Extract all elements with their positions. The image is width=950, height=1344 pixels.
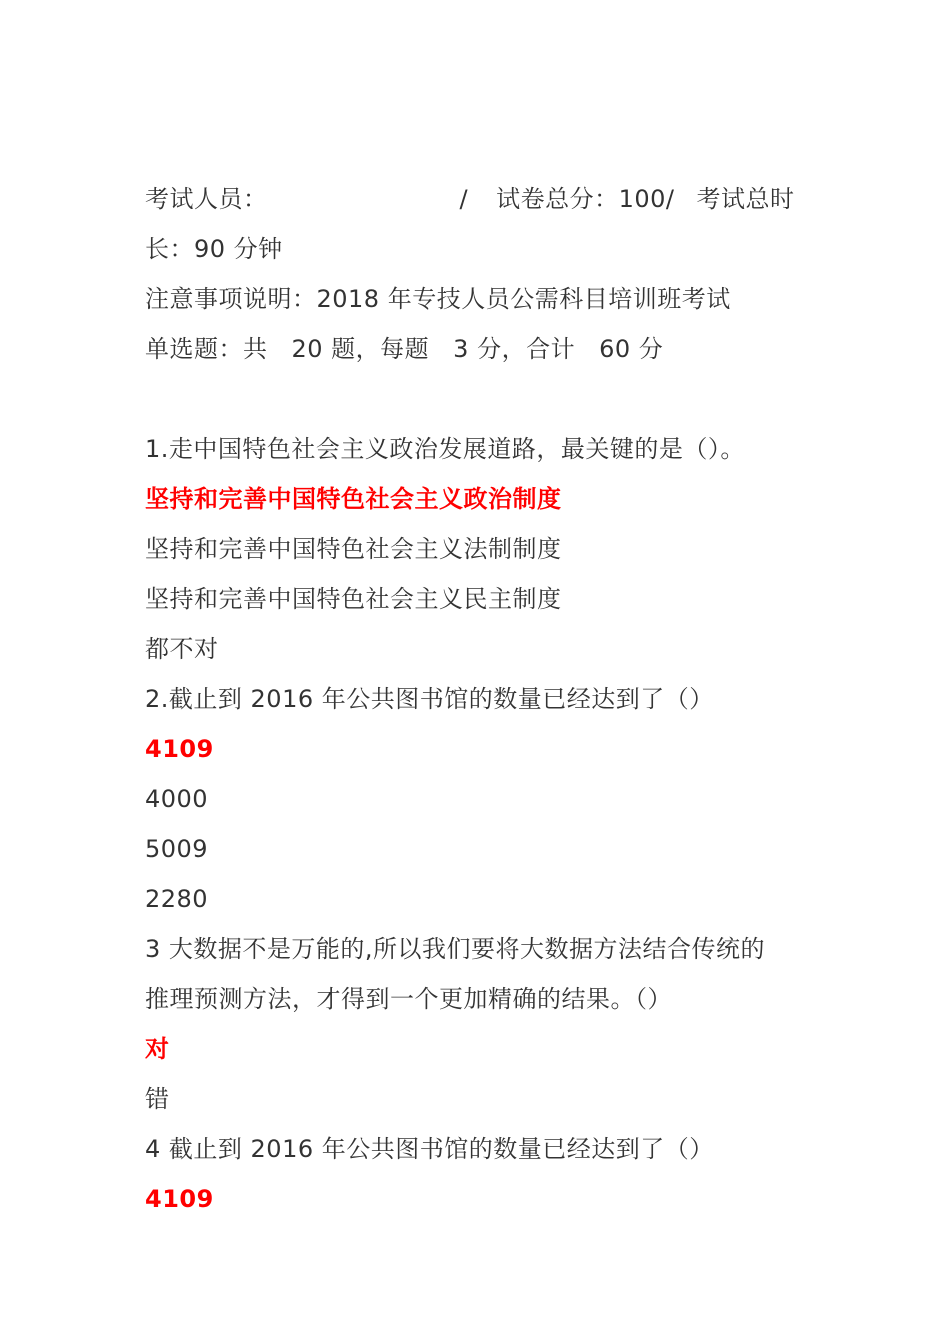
question-3-stem: 3 大数据不是万能的,所以我们要将大数据方法结合传统的 [145, 935, 766, 963]
question-3-option-correct: 对 [145, 1035, 170, 1063]
question-3-option: 错 [145, 1085, 170, 1113]
question-1-option-correct: 坚持和完善中国特色社会主义政治制度 [145, 485, 562, 513]
duration-value: 长：90 分钟 [145, 235, 283, 263]
spacer [145, 374, 825, 424]
question-1-option: 坚持和完善中国特色社会主义法制制度 [145, 535, 562, 563]
question-4-option-correct: 4109 [145, 1185, 214, 1213]
exam-notes: 注意事项说明：2018 年专技人员公需科目培训班考试 [145, 285, 731, 313]
header-slash: / [459, 185, 469, 213]
question-1-option: 都不对 [145, 635, 219, 663]
question-3-stem-continued: 推理预测方法，才得到一个更加精确的结果。（） [145, 985, 672, 1013]
examinee-label: 考试人员： [145, 185, 268, 213]
question-2-option-correct: 4109 [145, 735, 214, 763]
section-summary: 单选题：共 20 题，每题 3 分，合计 60 分 [145, 335, 664, 363]
question-2-option: 5009 [145, 835, 209, 863]
question-1-stem: 1.走中国特色社会主义政治发展道路，最关键的是（）。 [145, 435, 745, 463]
examinee-name-blank [268, 174, 460, 224]
question-1-option: 坚持和完善中国特色社会主义民主制度 [145, 585, 562, 613]
exam-header-line [145, 174, 825, 224]
duration-label: 考试总时 [696, 185, 795, 213]
exam-document [145, 174, 825, 1224]
question-4-stem: 4 截止到 2016 年公共图书馆的数量已经达到了（） [145, 1135, 714, 1163]
question-2-option: 2280 [145, 885, 209, 913]
question-2-stem: 2.截止到 2016 年公共图书馆的数量已经达到了（） [145, 685, 714, 713]
question-2-option: 4000 [145, 785, 209, 813]
total-score: 试卷总分：100/ [496, 185, 675, 213]
